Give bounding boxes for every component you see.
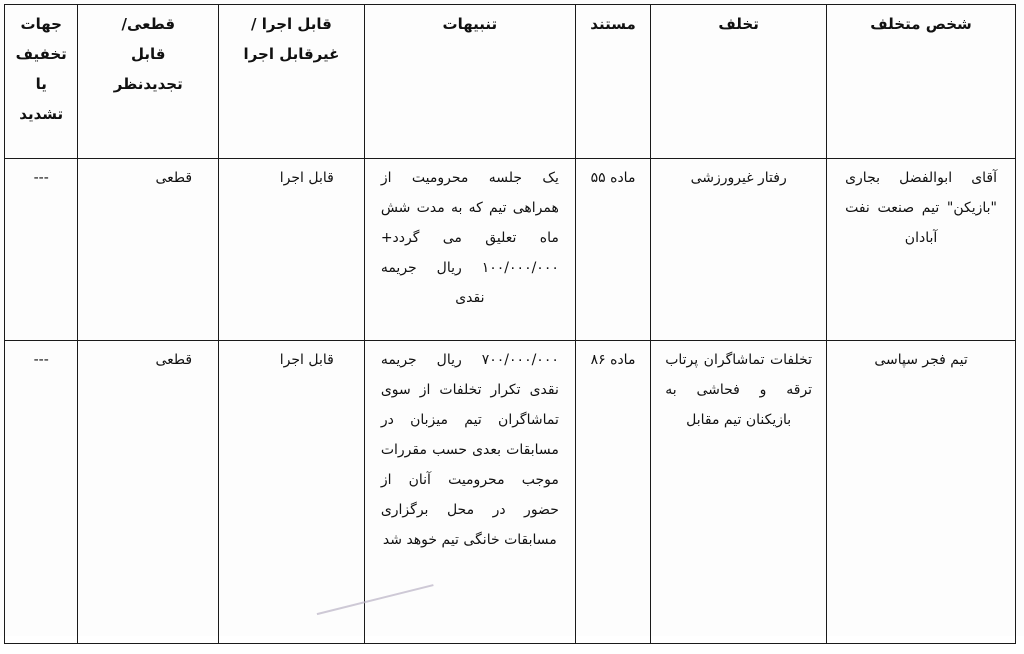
header-mitigation-text: جهات تخفیف یا تشدید	[15, 15, 67, 123]
cell-violation-text: رفتار غیرورزشی	[690, 169, 787, 186]
cell-person-text: تیم فجر سپاسی	[874, 352, 968, 369]
header-violation: تخلف	[651, 5, 827, 159]
cell-person-text: آقای ابوالفضل بجاری "بازیکن" تیم صنعت نفت آبادان	[845, 169, 997, 246]
cell-penalty	[364, 158, 575, 340]
cell-document-text: ماده ۸۶	[590, 352, 636, 369]
header-document: مستند	[575, 5, 650, 159]
header-person: شخص متخلف	[827, 5, 1016, 159]
cell-document-text: ماده ۵۵	[590, 169, 636, 186]
cell-final-text: قطعی	[155, 352, 193, 369]
header-final	[78, 5, 219, 159]
cell-violation-text: تخلفات تماشاگران پرتاب ترقه و فحاشی به بازیکنان تیم مقابل	[665, 352, 813, 429]
cell-enforceable	[219, 158, 365, 340]
header-enforceable-text: قابل اجرا /غیرقابل اجرا	[243, 15, 340, 63]
cell-document	[575, 158, 650, 340]
cell-document	[575, 341, 650, 644]
table-header-row	[5, 5, 1016, 159]
cell-person	[827, 158, 1016, 340]
cell-mitigation	[5, 158, 78, 340]
cell-violation	[651, 158, 827, 340]
header-mitigation	[5, 5, 78, 159]
cell-enforceable	[219, 341, 365, 644]
header-penalty: تنبیهات	[364, 5, 575, 159]
header-final-text: قطعی/قابل تجدیدنظر	[113, 15, 183, 93]
cell-final	[78, 158, 219, 340]
cell-final-text: قطعی	[155, 169, 193, 186]
cell-mitigation	[5, 341, 78, 644]
cell-penalty-text: یک جلسه محرومیت از همراهی تیم که به مدت شش ماه تعلیق می گردد+ ۱۰۰/۰۰۰/۰۰۰ ریال جریمه نقدی	[380, 169, 559, 306]
cell-violation	[651, 341, 827, 644]
table-row	[5, 158, 1016, 340]
cell-penalty-text: ۷۰۰/۰۰۰/۰۰۰ ریال جریمه نقدی تکرار تخلفات از سوی تماشاگران تیم میزبان در مسابقات بعدی حسب مقررات موجب محرومیت آنان از حضور در محل برگزاری مسابقات خانگی تیم خوهد شد	[380, 352, 559, 549]
cell-mitigation-text: ---	[33, 352, 49, 369]
cell-person	[827, 341, 1016, 644]
header-enforceable	[219, 5, 365, 159]
cell-enforceable-text: قابل اجرا	[279, 169, 334, 186]
disciplinary-rulings-table	[4, 4, 1016, 644]
cell-mitigation-text: ---	[33, 169, 49, 186]
cell-final	[78, 341, 219, 644]
cell-enforceable-text: قابل اجرا	[279, 352, 334, 369]
table-row	[5, 341, 1016, 644]
